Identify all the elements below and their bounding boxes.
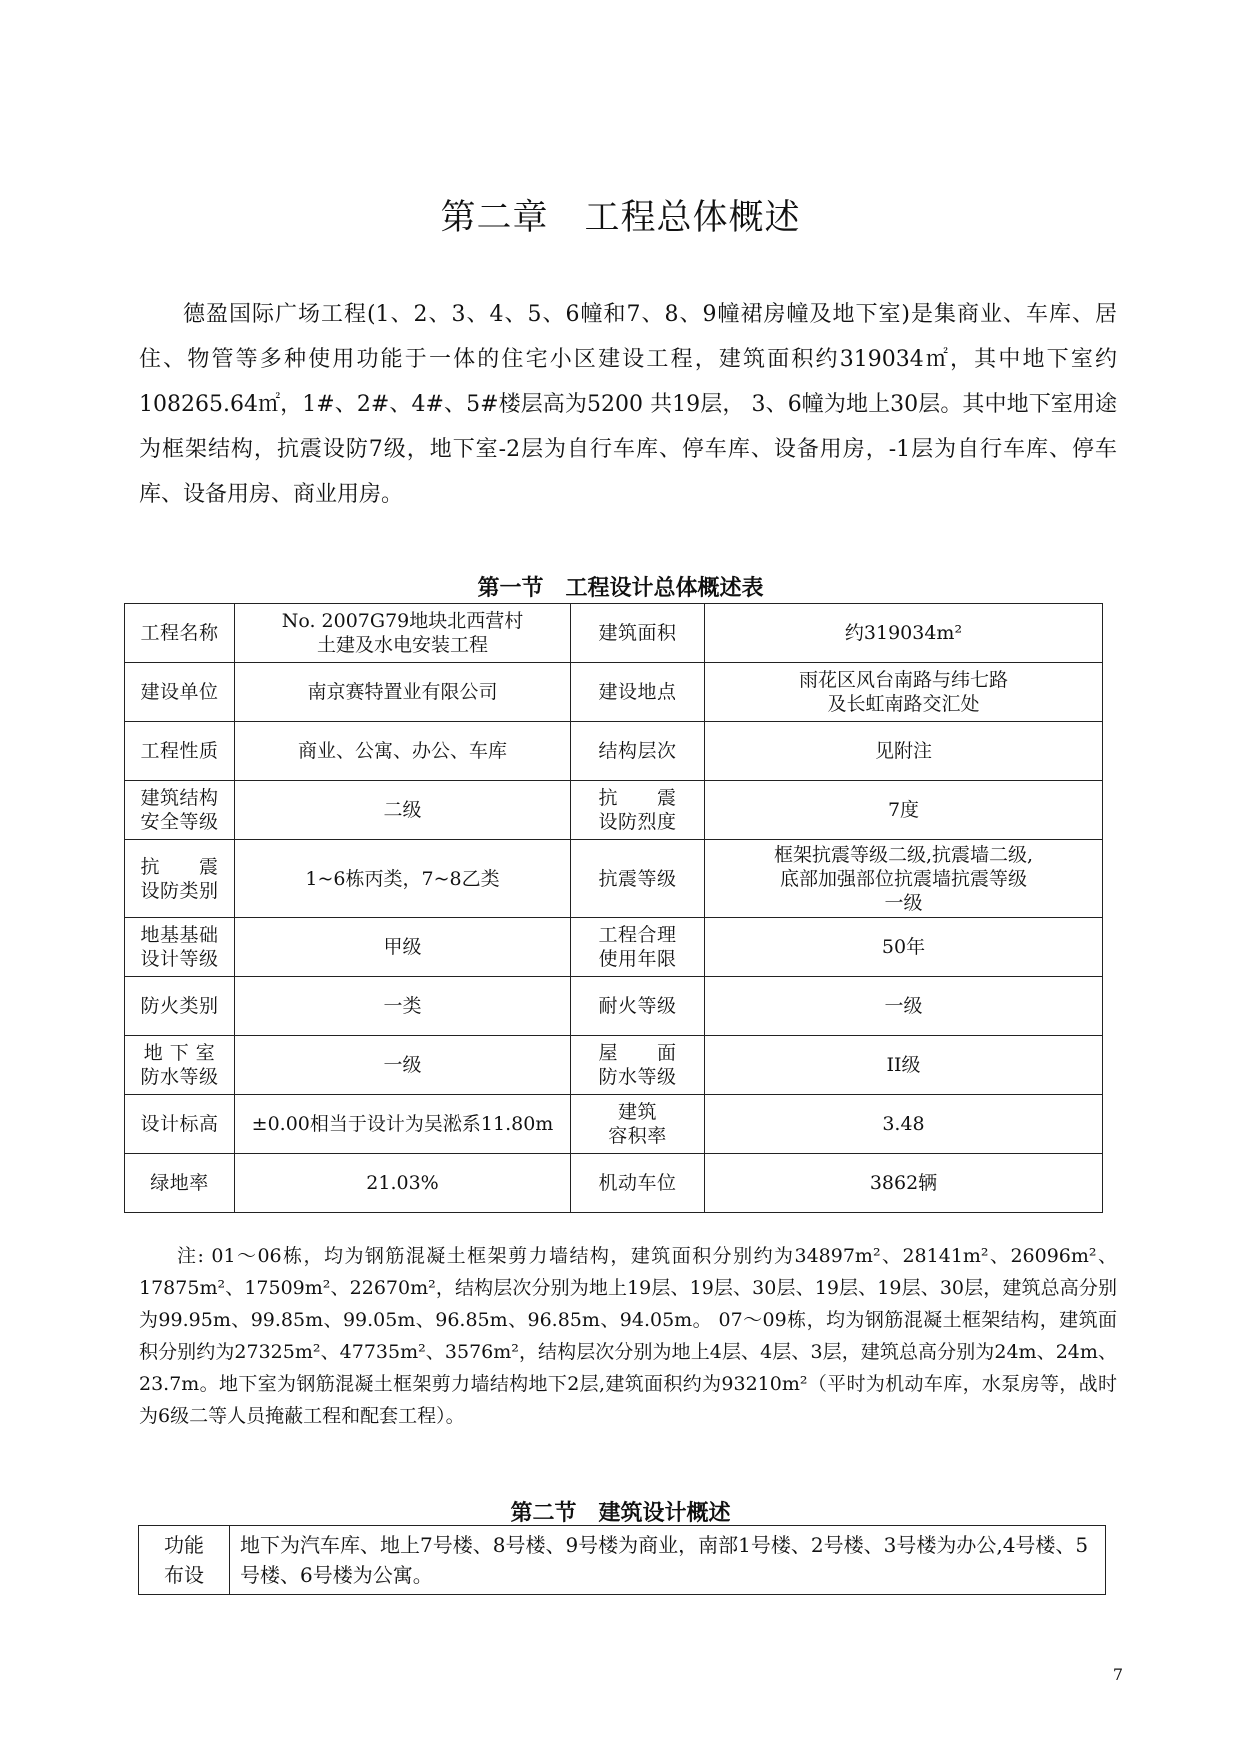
value-cell-text: ±0.00相当于设计为吴淞系11.80m: [251, 1113, 554, 1135]
label-cell-text: 工程性质: [140, 740, 219, 762]
value-cell-text: II级: [886, 1054, 921, 1076]
value-cell-text: 50年: [881, 936, 926, 958]
label-cell-text: 防火类别: [140, 995, 219, 1017]
label-cell: [571, 918, 705, 977]
label-cell-text: 抗震等级: [598, 867, 677, 890]
function-label: [139, 1526, 230, 1595]
value-cell: [705, 1154, 1103, 1213]
value-cell: [705, 604, 1103, 663]
value-cell: [235, 977, 571, 1036]
value-cell-text: 框架抗震等级二级,抗震墙二级, 底部加强部位抗震墙抗震等级 一级: [773, 843, 1034, 914]
table-row: [125, 781, 1103, 840]
label-cell-text: 抗 震 设防烈度: [598, 787, 677, 833]
value-cell-text: 7度: [887, 799, 920, 821]
label-cell: [571, 604, 705, 663]
value-cell-text: 约319034m²: [844, 622, 963, 644]
function-layout-table: [138, 1525, 1106, 1595]
label-cell: [571, 781, 705, 840]
label-cell: [571, 663, 705, 722]
label-cell: [571, 840, 705, 918]
label-cell-text: 地 下 室 防水等级: [140, 1042, 219, 1088]
chapter-title: 第二章 工程总体概述: [440, 198, 801, 238]
value-cell-text: No. 2007G79地块北西营村 土建及水电安装工程: [281, 610, 524, 656]
label-cell: [571, 977, 705, 1036]
value-cell: [705, 977, 1103, 1036]
value-cell: [235, 663, 571, 722]
table-row: [125, 1095, 1103, 1154]
value-cell: [705, 1095, 1103, 1154]
intro-paragraph: 德盈国际广场工程(1、2、3、4、5、6幢和7、8、9幢裙房幢及地下室)是集商业、车库、居住、物管等多种使用功能于一体的住宅小区建设工程，建筑面积约319034㎡，其中地下室约108265.64㎡，1#、2#、4#、5#楼层高为5200 共19层， 3、6幢为地上30层。其中地下室用途为框架结构，抗震设防7级，地下室-2层为自行车库、停车库、设备用房，-1层为自行车库、停车库、设备用房、商业用房。: [139, 302, 1117, 507]
value-cell: [235, 918, 571, 977]
label-cell-text: 抗 震 设防类别: [140, 855, 219, 902]
value-cell-text: 甲级: [383, 936, 422, 958]
value-cell-text: 雨花区风台南路与纬七路 及长虹南路交汇处: [798, 669, 1008, 715]
value-cell: [235, 1154, 571, 1213]
label-cell: [125, 604, 235, 663]
label-cell-text: 设计标高: [140, 1113, 219, 1135]
value-cell: [235, 722, 571, 781]
label-cell-text: 绿地率: [150, 1172, 209, 1194]
function-label-text: 功能 布设: [164, 1533, 204, 1587]
value-cell-text: 一级: [383, 1054, 422, 1076]
value-cell-text: 南京赛特置业有限公司: [307, 681, 498, 703]
table-row: [125, 722, 1103, 781]
label-cell-text: 建筑面积: [598, 622, 677, 644]
table-row: [125, 840, 1103, 918]
value-cell: [705, 918, 1103, 977]
section2-title: 第二节 建筑设计概述: [510, 1501, 731, 1526]
label-cell: [125, 781, 235, 840]
label-cell: [125, 1095, 235, 1154]
table-row: [139, 1526, 1106, 1595]
value-cell-text: 一级: [884, 995, 923, 1017]
value-cell-text: 21.03%: [366, 1172, 439, 1194]
value-cell: [705, 722, 1103, 781]
label-cell: [125, 840, 235, 918]
label-cell-text: 建筑结构 安全等级: [140, 787, 219, 833]
value-cell-text: 3.48: [882, 1113, 925, 1135]
value-cell-text: 商业、公寓、办公、车库: [297, 740, 507, 762]
table-row: [125, 663, 1103, 722]
label-cell: [125, 977, 235, 1036]
value-cell-text: 见附注: [874, 740, 932, 762]
label-cell: [571, 722, 705, 781]
label-cell: [125, 663, 235, 722]
label-cell-text: 建设单位: [140, 681, 219, 703]
label-cell-text: 耐火等级: [598, 995, 677, 1017]
label-cell-text: 建筑 容积率: [608, 1101, 667, 1147]
value-cell: [705, 1036, 1103, 1095]
value-cell: [235, 1036, 571, 1095]
label-cell-text: 工程合理 使用年限: [598, 924, 677, 970]
label-cell-text: 结构层次: [598, 740, 677, 762]
table-note: 注: 01～06栋，均为钢筋混凝土框架剪力墙结构，建筑面积分别约为34897m²、28141m²、26096m²、17875m²、17509m²、22670m²，结构层次分别为地上19层、19层、30层、19层、19层、30层，建筑总高分别为99.95m、99.85m、99.05m、96.85m、96.85m、94.05m。 07～09栋，均为钢筋混凝土框架结构，建筑面积分别约为27325m²、47735m²、3576m²，结构层次分别为地上4层、4层、3层，建筑总高分别为24m、24m、23.7m。地下室为钢筋混凝土框架剪力墙结构地下2层,建筑面积约为93210m²（平时为机动车库，水泵房等，战时为6级二等人员掩蔽工程和配套工程）。: [139, 1245, 1117, 1427]
function-text: 地下为汽车库、地上7号楼、8号楼、9号楼为商业，南部1号楼、2号楼、3号楼为办公,4号楼、5号楼、6号楼为公寓。: [230, 1526, 1106, 1595]
label-cell: [125, 722, 235, 781]
table-row: [125, 977, 1103, 1036]
label-cell-text: 屋 面 防水等级: [598, 1042, 677, 1088]
table-row: [125, 1036, 1103, 1095]
value-cell-text: 二级: [383, 799, 422, 821]
value-cell: [235, 781, 571, 840]
value-cell: [705, 781, 1103, 840]
table-row: [125, 1154, 1103, 1213]
value-cell: [235, 604, 571, 663]
label-cell: [125, 1154, 235, 1213]
value-cell-text: 3862辆: [869, 1172, 938, 1194]
section1-title: 第一节 工程设计总体概述表: [477, 576, 764, 601]
value-cell: [705, 663, 1103, 722]
label-cell: [571, 1095, 705, 1154]
table-row: [125, 918, 1103, 977]
value-cell: [235, 840, 571, 918]
label-cell: [125, 1036, 235, 1095]
label-cell-text: 机动车位: [598, 1172, 677, 1194]
page-number: 7: [1112, 1665, 1123, 1684]
label-cell-text: 工程名称: [140, 622, 219, 644]
label-cell: [571, 1154, 705, 1213]
label-cell-text: 建设地点: [598, 681, 677, 703]
table-row: [125, 604, 1103, 663]
value-cell-text: 1~6栋丙类，7~8乙类: [305, 867, 500, 890]
value-cell-text: 一类: [383, 995, 422, 1017]
label-cell: [571, 1036, 705, 1095]
label-cell: [125, 918, 235, 977]
label-cell-text: 地基基础 设计等级: [140, 924, 219, 970]
value-cell: [705, 840, 1103, 918]
design-overview-table: [124, 603, 1103, 1213]
value-cell: [235, 1095, 571, 1154]
